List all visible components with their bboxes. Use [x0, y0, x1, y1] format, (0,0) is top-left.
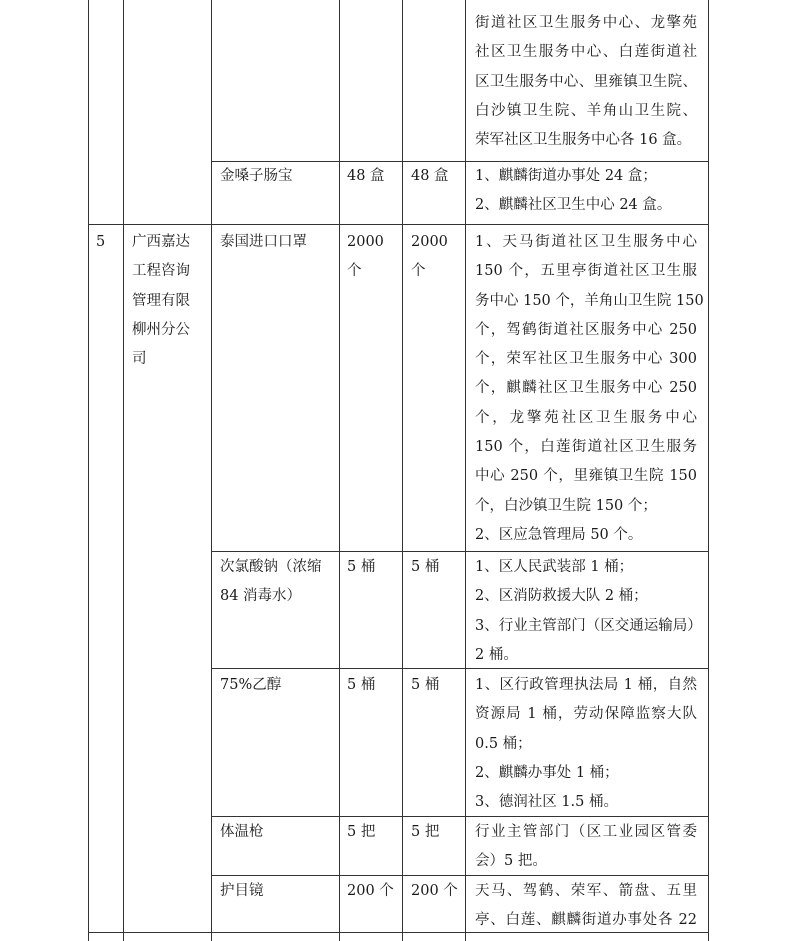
distribution-line: 1、区人民武装部 1 桶；	[475, 559, 634, 575]
distribution-line: 天马、驾鹤、荣军、箭盘、五里	[475, 883, 697, 899]
quantity-distributed-cell	[411, 877, 458, 906]
distribution-line: 2、区消防救援大队 2 桶；	[475, 588, 648, 605]
distribution-cell	[475, 818, 697, 877]
distribution-cell	[475, 9, 697, 155]
quantity-distributed-unit: 个	[411, 263, 426, 280]
quantity-distributed: 48 盒	[411, 168, 449, 184]
distribution-line: 资源局 1 桶，劳动保障监察大队	[475, 706, 697, 723]
distribution-line: 3、德润社区 1.5 桶。	[475, 794, 619, 811]
quantity-distributed-cell	[411, 228, 448, 287]
distribution-line: 行业主管部门（区工业园区管委	[475, 824, 697, 840]
item-name: 体温枪	[220, 824, 264, 840]
distribution-line: 2、区应急管理局 50 个。	[475, 526, 643, 543]
distribution-line: 1、天马街道社区卫生服务中心	[475, 234, 697, 250]
distribution-line: 150 个，五里亭街道社区卫生服	[475, 263, 697, 280]
item-name-cell	[220, 671, 281, 700]
item-name-cell	[220, 553, 322, 612]
donor-company-line: 广西嘉达	[132, 234, 190, 250]
distribution-line: 会）5 把。	[475, 853, 547, 870]
quantity-distributed: 2000	[411, 234, 448, 250]
distribution-line: 亭、白莲、麒麟街道办事处各 22	[475, 912, 697, 929]
distribution-cell	[475, 671, 697, 817]
quantity-distributed: 5 桶	[411, 677, 440, 693]
item-name-cell	[220, 877, 264, 906]
distribution-cell	[475, 877, 697, 936]
distribution-line: 2、麒麟社区卫生中心 24 盒。	[475, 197, 672, 214]
quantity-distributed: 5 桶	[411, 559, 440, 575]
quantity-received-cell	[347, 162, 385, 191]
donor-company-line: 管理有限	[132, 292, 190, 309]
item-name: 84 消毒水）	[220, 588, 302, 605]
table-column-divider	[339, 0, 340, 941]
quantity-received-cell	[347, 228, 384, 287]
distribution-line: 1、麒麟街道办事处 24 盒；	[475, 168, 657, 184]
item-name-cell	[220, 228, 307, 257]
table-border-right	[708, 0, 709, 941]
distribution-line: 街道社区卫生服务中心、龙擎苑	[475, 15, 697, 31]
table-column-divider	[123, 0, 124, 941]
item-name: 护目镜	[220, 883, 264, 899]
quantity-received: 48 盒	[347, 168, 385, 184]
distribution-line: 3、行业主管部门（区交通运输局）	[475, 617, 702, 634]
distribution-line: 中心 250 个，里雍镇卫生院 150	[475, 468, 697, 485]
donor-company-line: 工程咨询	[132, 263, 190, 280]
donor-company-line: 司	[132, 351, 147, 368]
row-divider	[211, 551, 709, 552]
distribution-line: 2、麒麟办事处 1 桶；	[475, 764, 619, 781]
item-name-cell	[220, 162, 293, 191]
quantity-received-unit: 个	[347, 263, 362, 280]
quantity-distributed: 5 把	[411, 824, 440, 840]
distribution-line: 白沙镇卫生院、羊角山卫生院、	[475, 102, 697, 119]
quantity-distributed-cell	[411, 162, 449, 191]
item-name: 75%乙醇	[220, 677, 282, 693]
quantity-received-cell	[347, 877, 394, 906]
distribution-line: 区卫生服务中心、里雍镇卫生院、	[475, 73, 697, 90]
quantity-received: 5 把	[347, 824, 376, 840]
table-column-divider	[211, 0, 212, 941]
distribution-line: 0.5 桶；	[475, 735, 532, 752]
quantity-distributed-cell	[411, 818, 439, 847]
distribution-line: 社区卫生服务中心、白莲街道社	[475, 44, 697, 61]
distribution-line: 个，驾鹤街道社区服务中心 250	[475, 321, 697, 338]
distribution-line: 务中心 150 个，羊角山卫生院 150	[475, 292, 704, 309]
quantity-received: 5 桶	[347, 677, 376, 693]
quantity-received: 2000	[347, 234, 384, 250]
donor-company-cell	[132, 228, 190, 374]
quantity-received-cell	[347, 553, 375, 582]
table-column-divider	[465, 0, 466, 941]
item-name-cell	[220, 818, 264, 847]
distribution-line: 个，龙擎苑社区卫生服务中心	[475, 409, 697, 426]
distribution-line: 150 个，白莲街道社区卫生服务	[475, 439, 697, 456]
distribution-line: 1、区行政管理执法局 1 桶，自然	[475, 677, 697, 693]
row-number: 5	[96, 234, 106, 250]
quantity-received: 5 桶	[347, 559, 376, 575]
distribution-cell	[475, 162, 697, 221]
distribution-line: 个，麒麟社区卫生服务中心 250	[475, 380, 697, 397]
distribution-line: 荣军社区卫生服务中心各 16 盒。	[475, 132, 692, 149]
donor-company-line: 柳州分公	[132, 321, 190, 338]
row-divider	[88, 224, 709, 225]
quantity-received-cell	[347, 818, 375, 847]
distribution-cell	[475, 553, 702, 670]
quantity-received-cell	[347, 671, 375, 700]
distribution-line: 个，荣军社区卫生服务中心 300	[475, 351, 697, 368]
row-number-cell	[96, 228, 105, 257]
distribution-line: 个，白沙镇卫生院 150 个；	[475, 497, 657, 514]
table-border-left	[88, 0, 89, 941]
item-name: 金嗓子肠宝	[220, 168, 293, 184]
item-name: 泰国进口口罩	[220, 234, 307, 250]
quantity-received: 200 个	[347, 883, 394, 899]
table-column-divider	[402, 0, 403, 941]
quantity-distributed: 200 个	[411, 883, 458, 899]
distribution-cell	[475, 228, 704, 550]
item-name: 次氯酸钠（浓缩	[220, 559, 322, 575]
distribution-line: 2 桶。	[475, 646, 518, 663]
quantity-distributed-cell	[411, 671, 439, 700]
quantity-distributed-cell	[411, 553, 439, 582]
